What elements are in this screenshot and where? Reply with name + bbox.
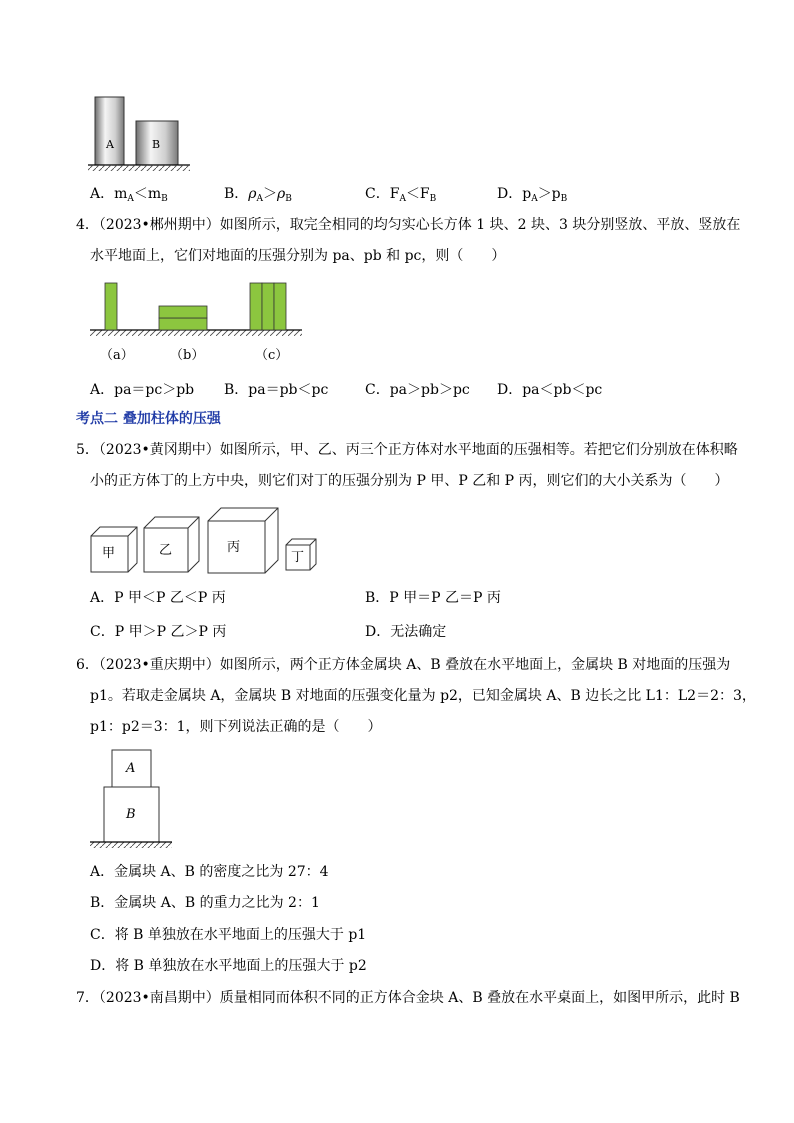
q6-block-b-label: B [126,807,136,822]
q6-stem-line1: 6．（2023•重庆期中）如图所示，两个正方体金属块 A、B 叠放在水平地面上，金属块 B 对地面的压强为 [76,657,731,673]
q4-label-b: （b） [170,348,205,363]
q4-block-c3 [274,283,286,330]
q4-block-a [105,283,117,330]
q4-option-c[interactable]: C．pa＞pb＞pc [365,382,470,398]
q6-block-a-label: A [126,761,136,776]
q4-block-c1 [250,283,262,330]
q4-block-c2 [262,283,274,330]
q3-ground-hatch [88,165,190,171]
q6-option-b[interactable]: B．金属块 A、B 的重力之比为 2：1 [90,895,320,911]
q4-option-b[interactable]: B．pa＝pb＜pc [224,382,329,398]
q4-label-a: （a） [100,348,134,363]
q4-stem-line2: 水平地面上，它们对地面的压强分别为 pa、pb 和 pc，则（ ） [90,248,506,264]
q4-stem-line1: 4．（2023•郴州期中）如图所示，取完全相同的均匀实心长方体 1 块、2 块、3 块分别竖放、平放、竖放在 [76,217,741,233]
cube-yi-label: 乙 [159,543,173,558]
cylinder-a [95,97,124,165]
cube-bing-label: 丙 [227,540,241,555]
q4-ground-hatch [90,330,302,336]
q6-ground-hatch [90,842,172,848]
q5-option-c[interactable]: C．P 甲＞P 乙＞P 丙 [90,624,227,640]
q3-option-a[interactable]: A．$m_A<m_B$ [90,186,168,204]
cube-bing [208,508,278,573]
cube-ding-label: 丁 [291,550,305,565]
q4-label-c: （c） [255,348,289,363]
q6-option-d[interactable]: D．将 B 单独放在水平地面上的压强大于 p2 [90,958,367,974]
q5-stem-line2: 小的正方体丁的上方中央，则它们对丁的压强分别为 P 甲、P 乙和 P 丙，则它们的大小关系为（ ） [90,473,729,489]
cylinder-a-label: A [106,138,114,151]
cylinder-b-label: B [152,138,161,151]
q5-option-d[interactable]: D．无法确定 [365,624,447,640]
q4-option-a[interactable]: A．pa＝pc＞pb [90,382,195,398]
q4-option-d[interactable]: D．pa＜pb＜pc [497,382,603,398]
q3-option-c[interactable]: C．$F_A<F_B$ [365,186,437,204]
section-heading: 考点二 叠加柱体的压强 [76,411,221,427]
q6-option-a[interactable]: A．金属块 A、B 的密度之比为 27：4 [90,864,329,880]
q6-option-c[interactable]: C．将 B 单独放在水平地面上的压强大于 p1 [90,927,367,943]
q3-option-d[interactable]: D．$p_A>p_B$ [497,186,568,204]
q5-option-b[interactable]: B．P 甲＝P 乙＝P 丙 [365,590,501,606]
q5-stem-line1: 5．（2023•黄冈期中）如图所示，甲、乙、丙三个正方体对水平地面的压强相等。若把它们分别放在体积略 [76,442,738,458]
q5-option-a[interactable]: A．P 甲＜P 乙＜P 丙 [90,590,226,606]
cube-jia-label: 甲 [102,546,116,561]
q3-option-b[interactable]: B．$\rho_A>\rho_B$ [224,186,292,204]
q6-stem-line2: p1。若取走金属块 A，金属块 B 对地面的压强变化量为 p2，已知金属块 A、B 边长之比 L1：L2＝2：3， [90,688,756,704]
q4-block-b2 [159,306,207,318]
q7-stem-line1: 7．（2023•南昌期中）质量相同而体积不同的正方体合金块 A、B 叠放在水平桌面上，如图甲所示，此时 B [76,990,740,1006]
q4-block-b1 [159,318,207,330]
q6-stem-line3: p1：p2＝3：1，则下列说法正确的是（ ） [90,719,382,735]
